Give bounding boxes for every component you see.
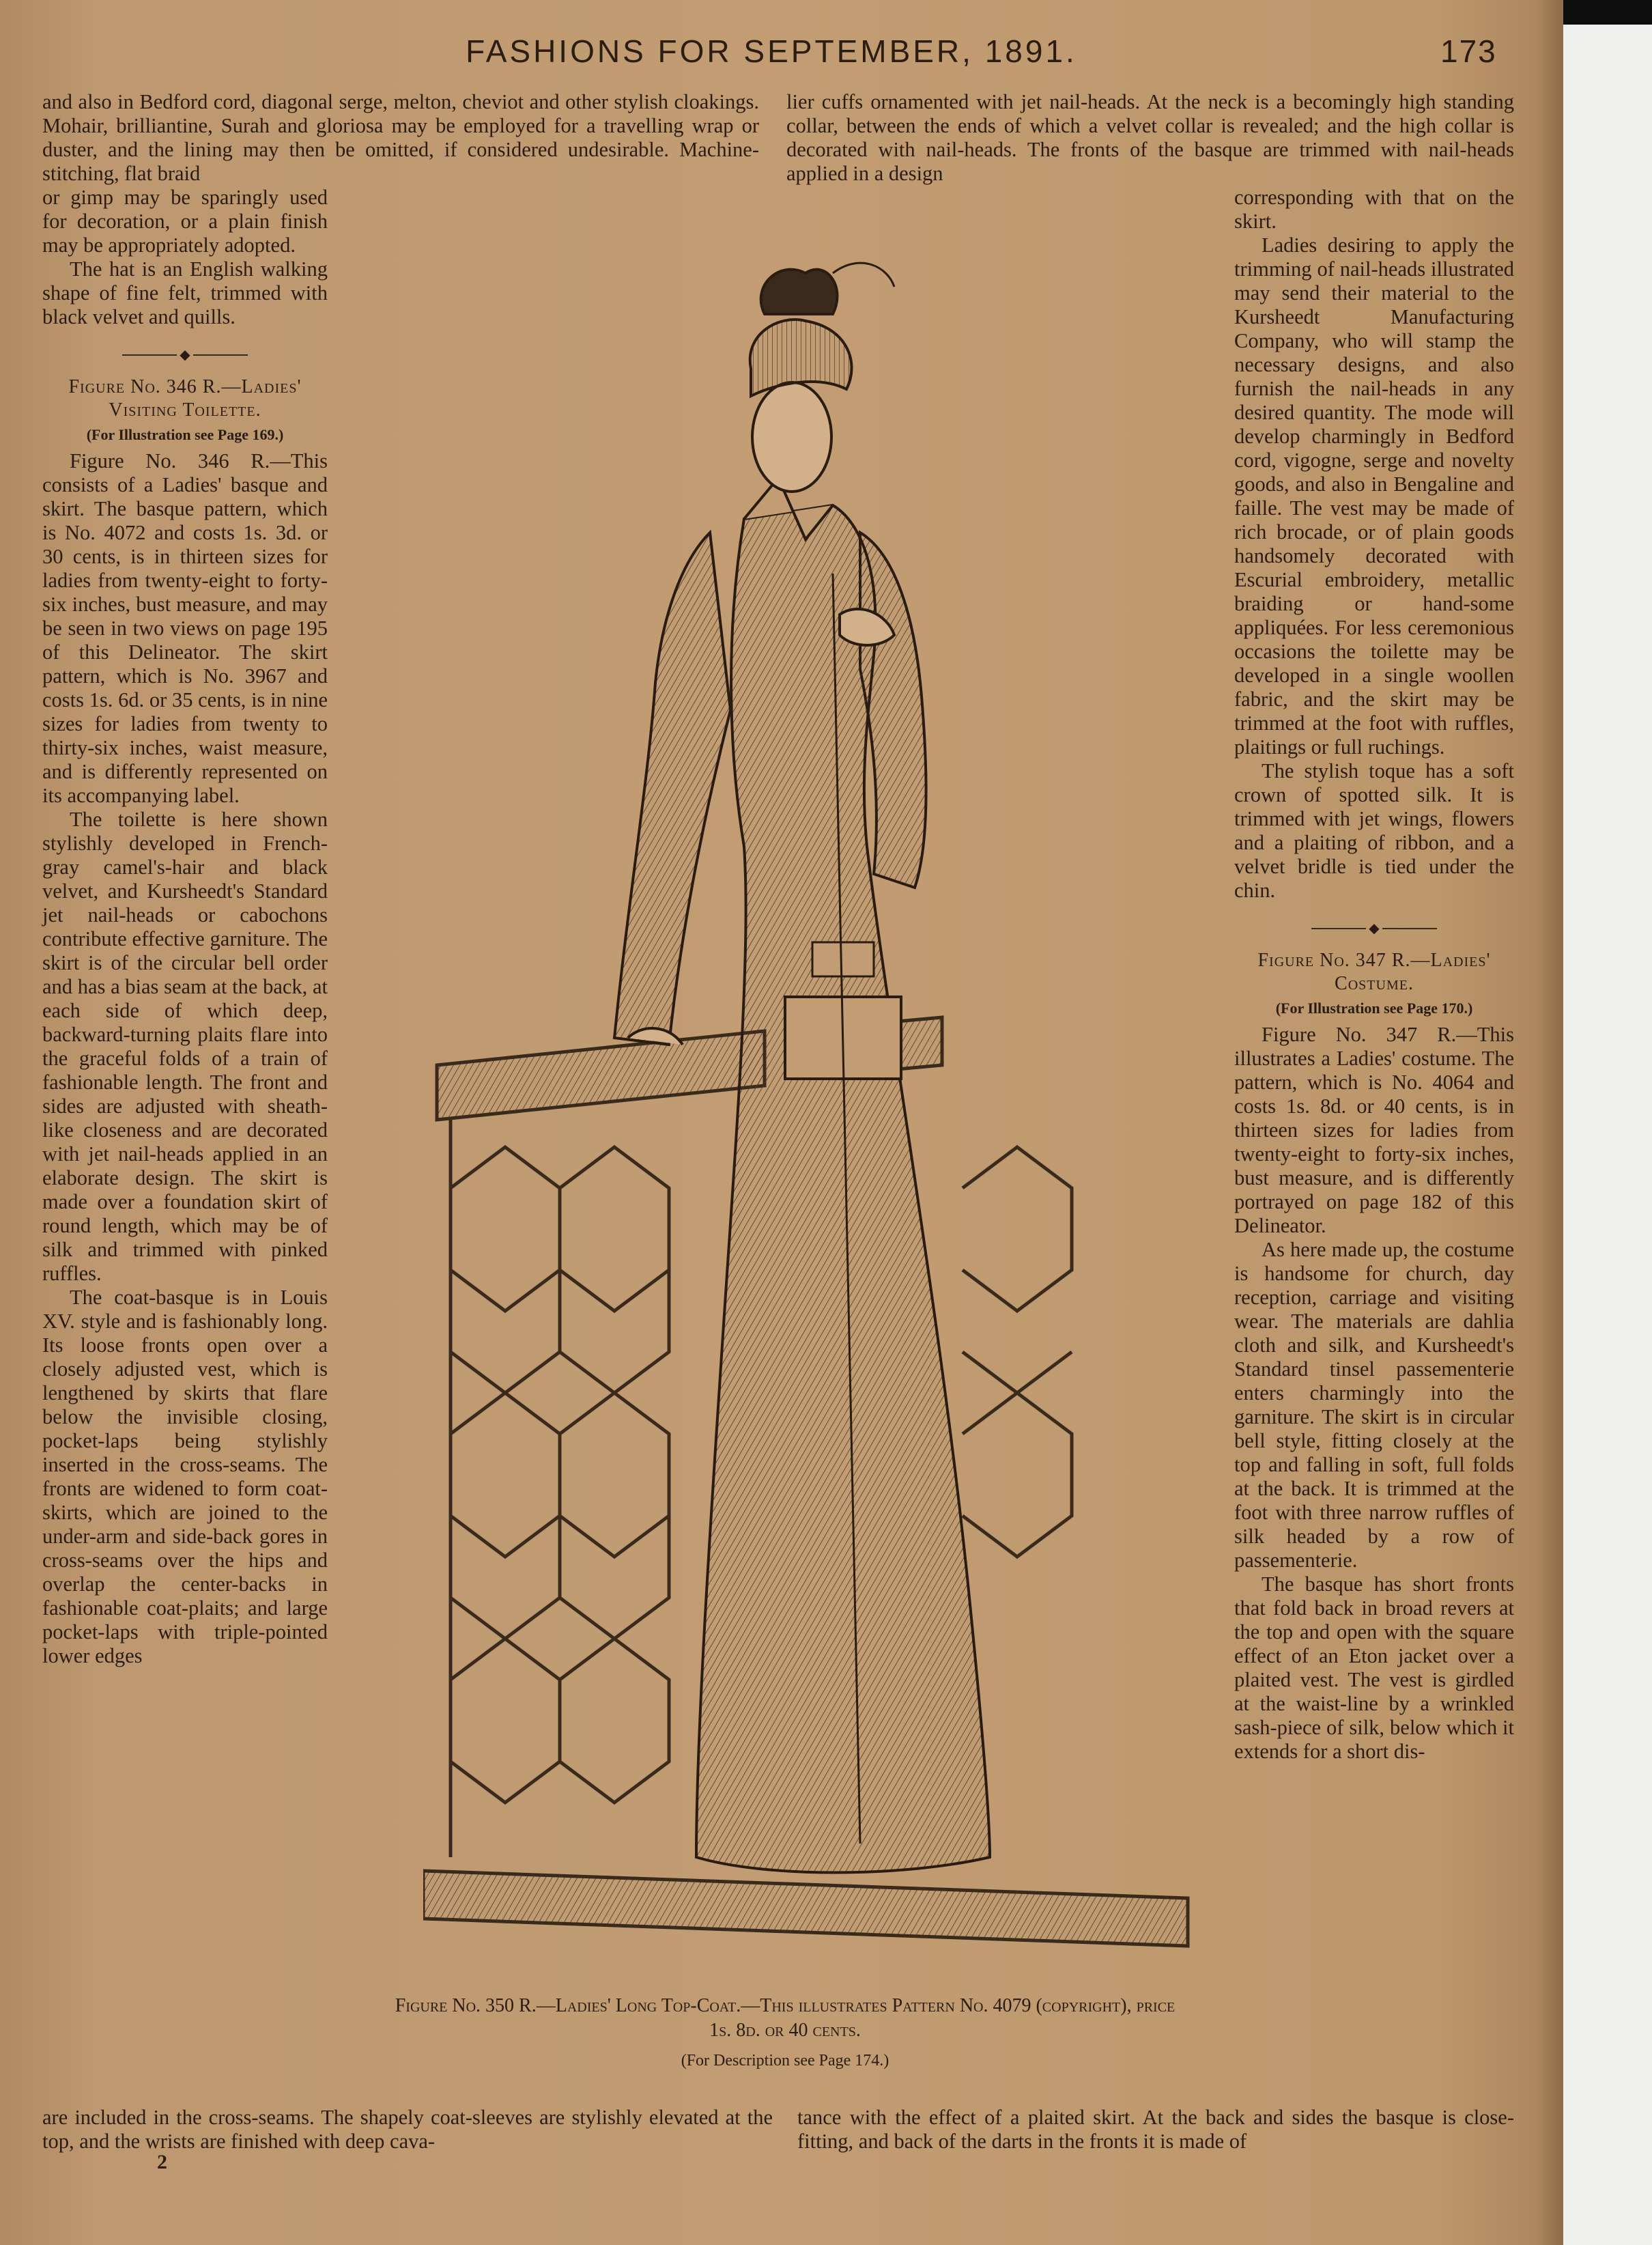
section-divider: ◆ <box>1234 916 1514 941</box>
paragraph: Figure No. 347 R.—This illustrates a Ladies' costume. The pattern, which is No. 4064 and costs 1s. 8d. or 40 cents, is in thirteen sizes for ladies from twenty-eight to forty-six inches, bust measure, and is differently portrayed on page 182 of this Delineator. <box>1234 1022 1514 1237</box>
text-block-bottom-right <box>797 2106 1514 2154</box>
figure-346-heading: Figure No. 346 R.—Ladies' Visiting Toilette. <box>68 376 302 421</box>
paragraph: corresponding with that on the skirt. <box>1234 186 1514 233</box>
figure-346-reference: (For Illustration see Page 169.) <box>86 425 284 443</box>
paragraph: The coat-basque is in Louis XV. style and is fashionably long. Its loose fronts open over a closely adjusted vest, which is lengthened by skirts that flare below the invisible closing, pocket-laps being stylishly inserted in the cross-seams. The fronts are widened to form coat-skirts, which are joined to the under-arm and side-back gores in cross-seams over the hips and overlap the center-backs in fashionable coat-plaits; and large pocket-laps with triple-pointed lower edges <box>42 1285 328 1667</box>
paragraph: As here made up, the costume is handsome for church, day reception, carriage and visiting wear. The materials are dahlia cloth and silk, and Kursheedt's Standard tinsel passementerie enters charmingly into the garniture. The skirt is in circular bell style, fitting closely at the top and falling in soft, full folds at the back. It is trimmed at the foot with three narrow ruffles of silk headed by a row of passementerie. <box>1234 1237 1514 1572</box>
text-block-top-right <box>786 90 1514 186</box>
paragraph: and also in Bedford cord, diagonal serge, melton, cheviot and other stylish cloakings. Mohair, brilliantine, Surah and gloriosa may be employed for a travelling wrap or duster, and the lining may then be omitted, if considered undesirable. Machine-stitching, flat braid <box>42 90 759 185</box>
paragraph: are included in the cross-seams. The shapely coat-sleeves are stylishly elevated at the top, and the wrists are finished with deep cava- <box>42 2106 773 2153</box>
paragraph: The hat is an English walking shape of fine felt, trimmed with black velvet and quills. <box>42 257 328 328</box>
signature-mark: 2 <box>157 2151 167 2173</box>
right-column <box>1234 186 1514 1764</box>
section-divider: ◆ <box>42 343 328 367</box>
paragraph: tance with the effect of a plaited skirt. At the back and sides the basque is close-fitting, and back of the darts in the fronts it is made of <box>797 2106 1514 2153</box>
caption-text: Figure No. 350 R.—Ladies' Long Top-Coat.—This illustrates Pattern No. 4079 (copyright), price 1s. 8d. or 40 cents. <box>395 1995 1176 2041</box>
paragraph: or gimp may be sparingly used for decoration, or a plain finish may be appropriately adopted. <box>42 186 328 257</box>
page-number: 173 <box>1440 33 1497 69</box>
text-block-top-left <box>42 90 759 186</box>
running-header: FASHIONS FOR SEPTEMBER, 1891. <box>466 33 1077 69</box>
left-column <box>42 186 328 1668</box>
scan-corner <box>1563 0 1652 25</box>
paragraph: lier cuffs ornamented with jet nail-heads. At the neck is a becomingly high standing collar, between the ends of which a velvet collar is revealed; and the high collar is decorated with nail-heads. The fronts of the basque are trimmed with nail-heads applied in a design <box>786 90 1514 185</box>
page-gutter-shadow <box>1536 0 1563 2245</box>
paragraph: Ladies desiring to apply the trimming of nail-heads illustrated may send their material to the Kursheedt Manufacturing Company, who will stamp the necessary designs, and also furnish the nail-heads in any desired quantity. The mode will develop charmingly in Bedford cord, vigogne, serge and novelty goods, and also in Bengaline and faille. The vest may be made of rich brocade, or of plain goods handsomely decorated with Escurial embroidery, metallic braiding or hand-some appliquées. For less ceremonious occasions the toilette may be developed in a single woollen fabric, and the skirt may be trimmed at the foot with ruffles, plaitings or full ruchings. <box>1234 234 1514 759</box>
figure-347-heading: Figure No. 347 R.—Ladies' Costume. <box>1257 949 1491 994</box>
paragraph: The toilette is here shown stylishly developed in French-gray camel's-hair and black velvet, and Kursheedt's Standard jet nail-heads or cabochons contribute effective garniture. The skirt is of the circular bell order and has a bias seam at the back, at each side of which deep, backward-turning plaits flare into the graceful folds of a train of fashionable length. The front and sides are adjusted with sheath-like closeness and are decorated with jet nail-heads applied in an elaborate design. The skirt is made over a foundation skirt of round length, which may be of silk and trimmed with pinked ruffles. <box>42 807 328 1285</box>
paragraph: Figure No. 346 R.—This consists of a Ladies' basque and skirt. The basque pattern, which is No. 4072 and costs 1s. 3d. or 30 cents, is in thirteen sizes for ladies from twenty-eight to forty-six inches, bust measure, and may be seen in two views on page 195 of this Delineator. The skirt pattern, which is No. 3967 and costs 1s. 6d. or 35 cents, is in nine sizes for ladies from twenty to thirty-six inches, waist measure, and is differently represented on its accompanying label. <box>42 449 328 807</box>
paragraph: The stylish toque has a soft crown of spotted silk. It is trimmed with jet wings, flowers and a plaiting of ribbon, and a velvet bridle is tied under the chin. <box>1234 759 1514 902</box>
caption-reference: (For Description see Page 174.) <box>681 2052 889 2070</box>
paragraph: The basque has short fronts that fold back in broad revers at the top and open with the square effect of an Eton jacket over a plaited vest. The vest is girdled at the waist-line by a wrinkled sash-piece of silk, below which it extends for a short dis- <box>1234 1572 1514 1763</box>
fashion-illustration-long-top-coat <box>423 232 1215 1966</box>
text-block-bottom-left <box>42 2106 773 2154</box>
figure-350-caption <box>382 1994 1188 2073</box>
figure-347-reference: (For Illustration see Page 170.) <box>1275 999 1473 1017</box>
scan-background <box>1563 0 1652 2245</box>
